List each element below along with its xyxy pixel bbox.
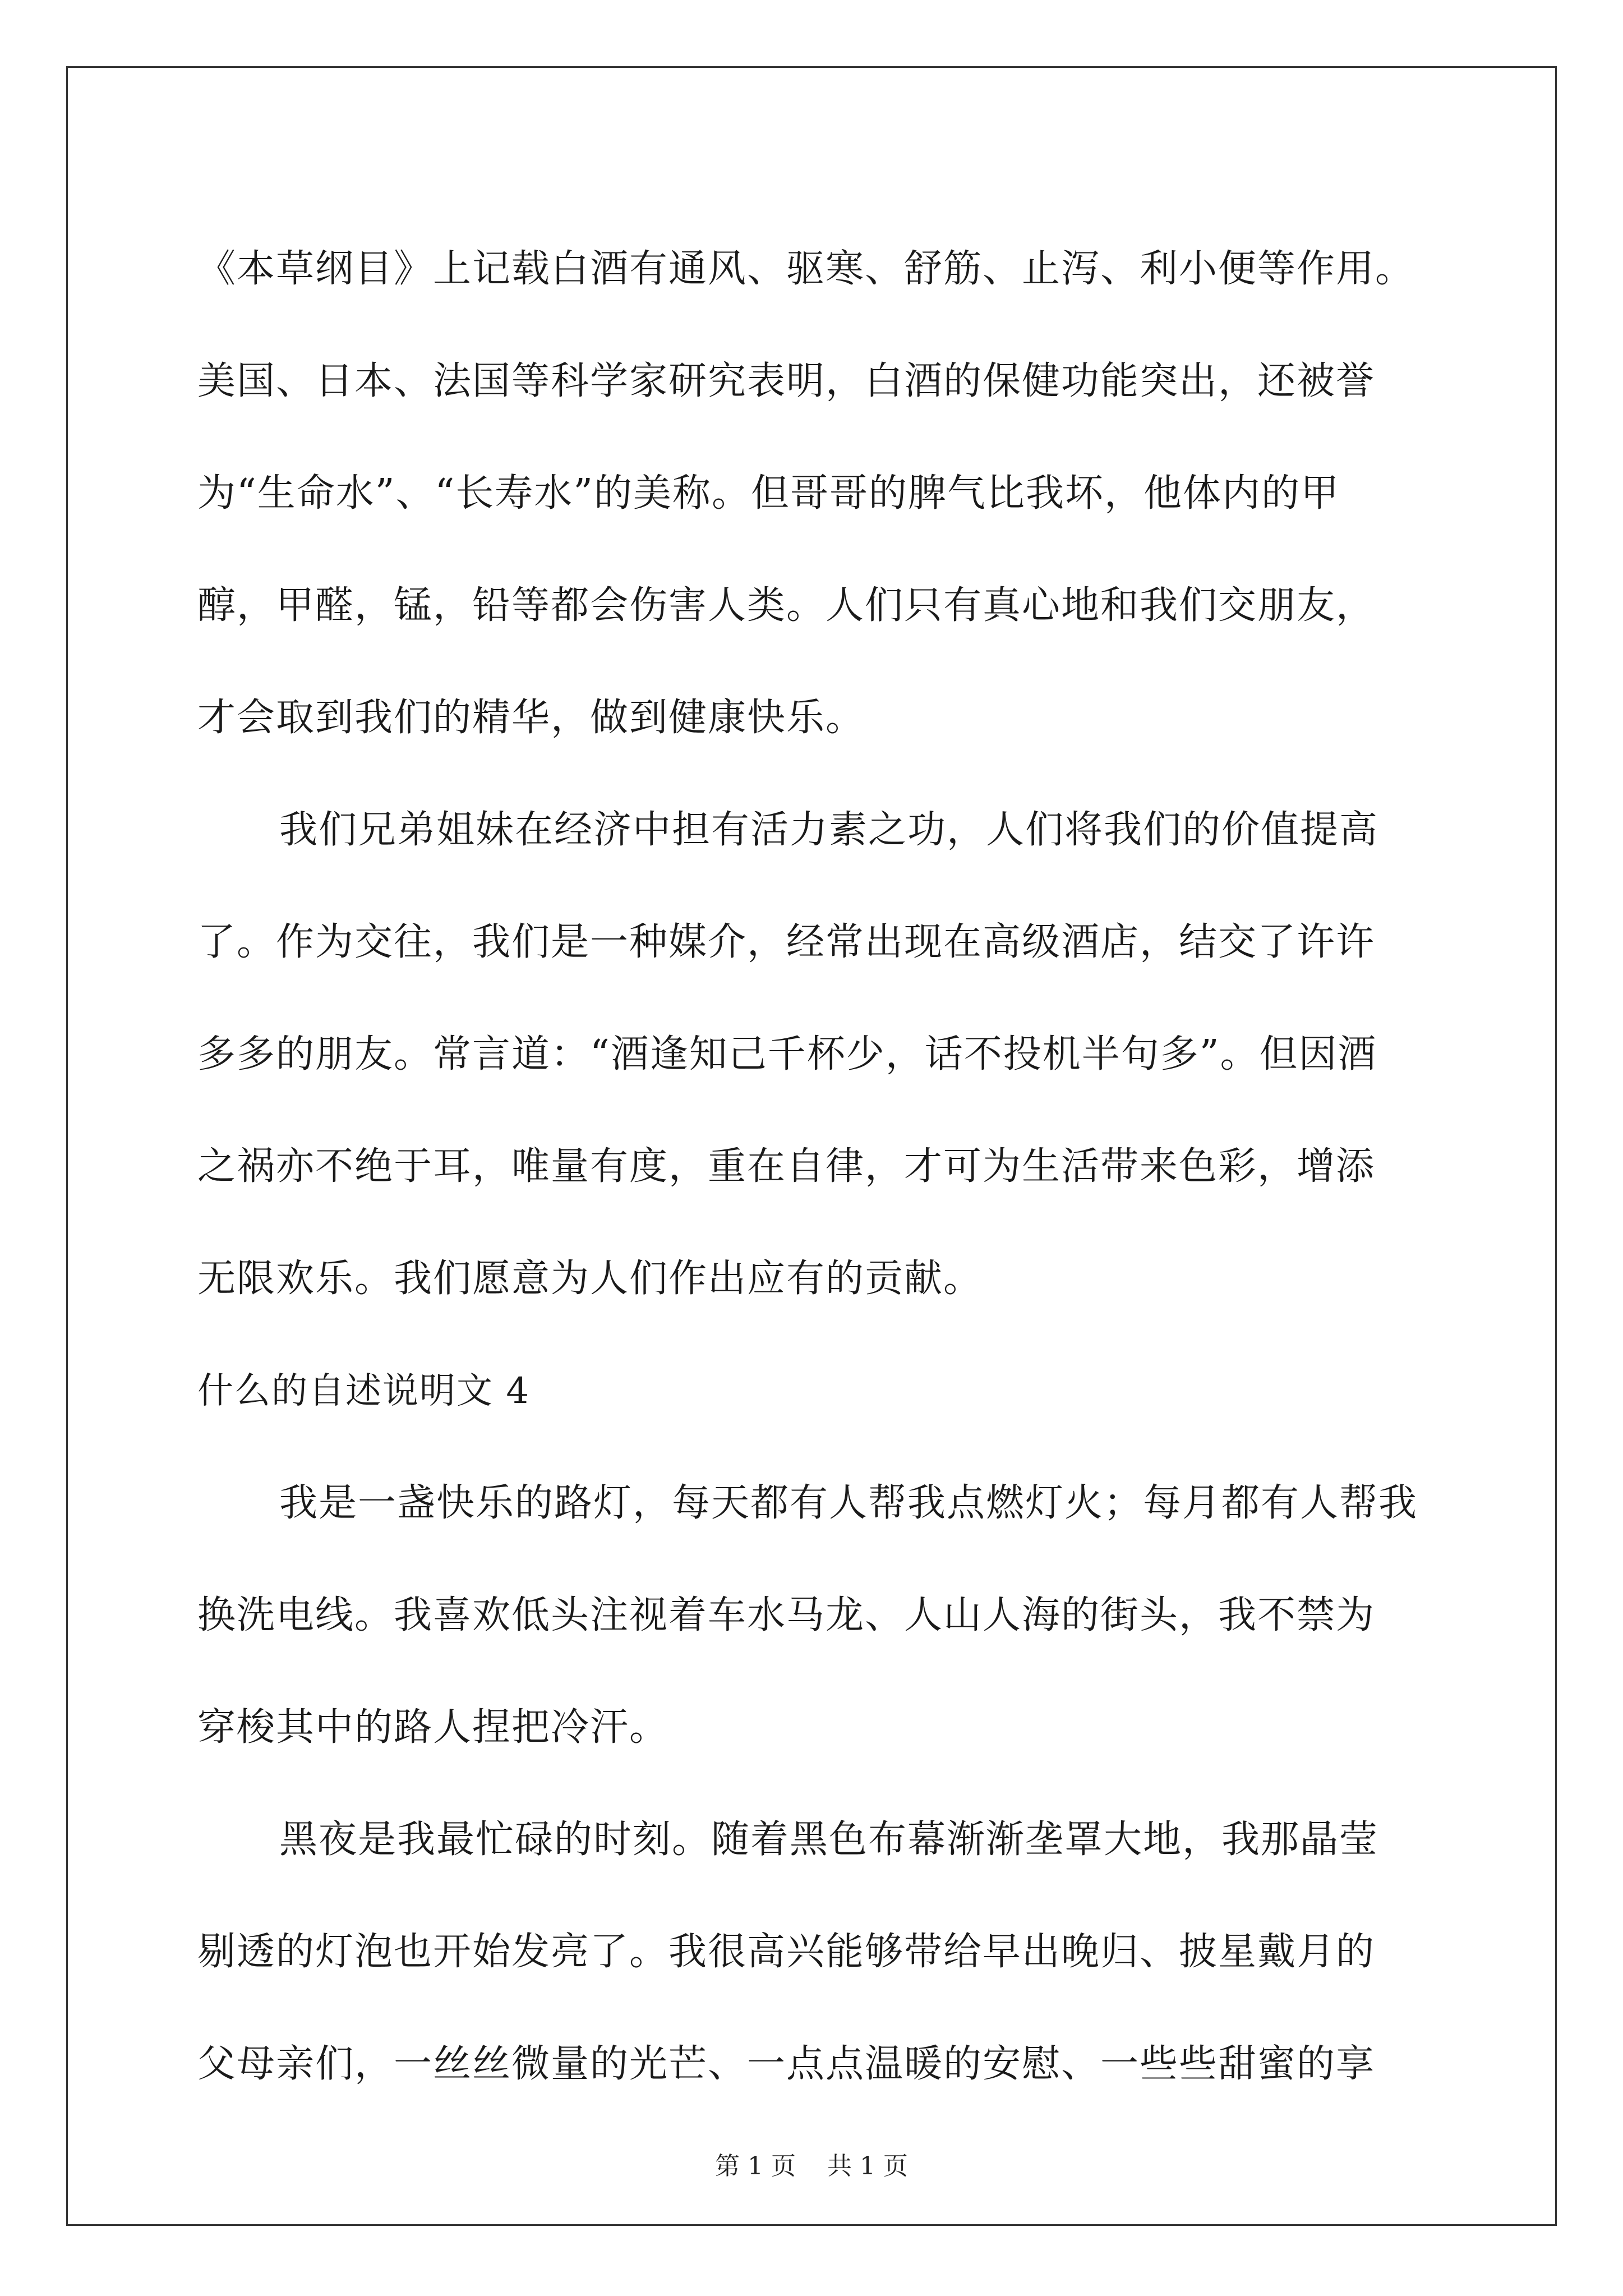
text-line: 才会取到我们的精华，做到健康快乐。 [197, 696, 865, 740]
document-body [197, 213, 1428, 2120]
text-line: 《本草纲目》上记载白酒有通风、驱寒、舒筋、止泻、利小便等作用。 [197, 247, 1415, 291]
paragraph-first-line: 我们兄弟姐妹在经济中担有活力素之功，人们将我们的价值提高 [279, 808, 1379, 852]
text-line: 为“生命水”、“长寿水”的美称。但哥哥的脾气比我坏，他体内的甲 [197, 471, 1340, 516]
text-line: 了。作为交往，我们是一种媒介，经常出现在高级酒店，结交了许许 [197, 920, 1376, 964]
text-line: 穿梭其中的路人捏把冷汗。 [197, 1705, 669, 1750]
text-line: 换洗电线。我喜欢低头注视着车水马龙、人山人海的街头，我不禁为 [197, 1593, 1376, 1637]
text-line: 父母亲们，一丝丝微量的光芒、一点点温暖的安慰、一些些甜蜜的享 [197, 2042, 1376, 2086]
text-line: 多多的朋友。常言道：“酒逢知己千杯少，话不投机半句多”。但因酒 [197, 1032, 1377, 1076]
paragraph-first-line: 黑夜是我最忙碌的时刻。随着黑色布幕渐渐垄罩大地，我那晶莹 [279, 1818, 1379, 1862]
section-heading: 什么的自述说明文 4 [197, 1370, 531, 1412]
page-number-footer: 第 1 页 共 1 页 [715, 2152, 908, 2180]
text-line: 醇，甲醛，锰，铅等都会伤害人类。人们只有真心地和我们交朋友， [197, 583, 1376, 628]
text-line: 美国、日本、法国等科学家研究表明，白酒的保健功能突出，还被誉 [197, 359, 1376, 403]
paragraph-first-line: 我是一盏快乐的路灯，每天都有人帮我点燃灯火；每月都有人帮我 [279, 1481, 1418, 1525]
text-line: 之祸亦不绝于耳，唯量有度，重在自律，才可为生活带来色彩，增添 [197, 1144, 1376, 1189]
text-line: 无限欢乐。我们愿意为人们作出应有的贡献。 [197, 1257, 983, 1301]
text-line: 剔透的灯泡也开始发亮了。我很高兴能够带给早出晚归、披星戴月的 [197, 1930, 1376, 1974]
